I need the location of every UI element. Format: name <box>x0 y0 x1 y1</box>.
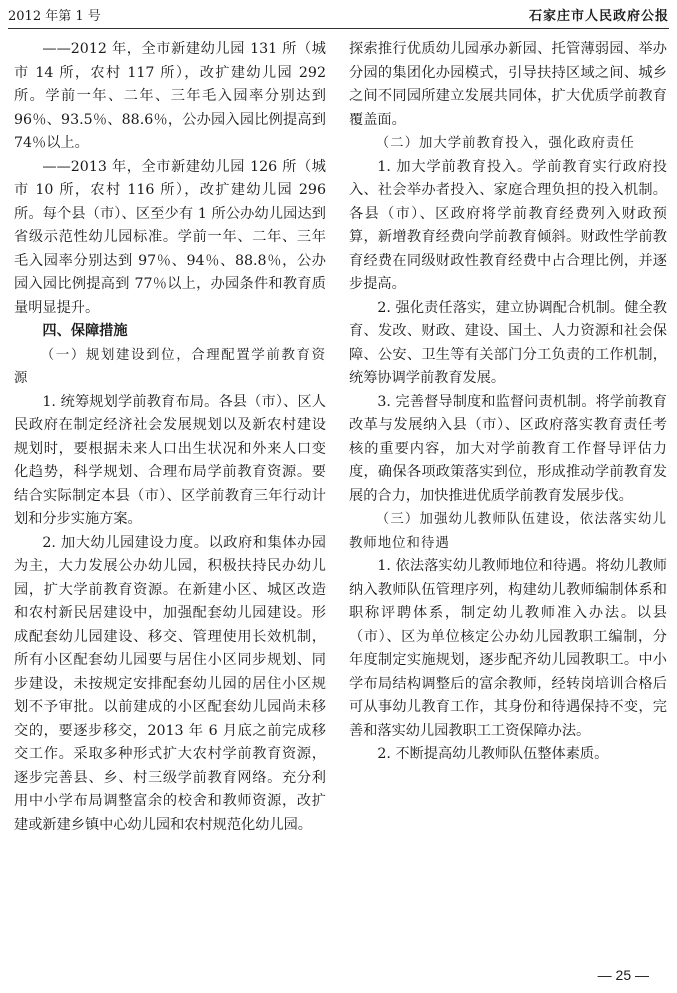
paragraph: ——2012 年，全市新建幼儿园 131 所（城市 14 所，农村 117 所），改扩建幼儿园 292 所。学前一年、二年、三年毛入园率分别达到 96％、93.5％、88.6％，公办园入园比例提高到 74％以上。 <box>14 41 326 151</box>
paragraph: 1. 统筹规划学前教育布局。各县（市）、区人民政府在制定经济社会发展规划以及新农村建设规划时，要根据未来人口出生状况和外来人口变化趋势，科学规划、合理布局学前教育资源。要结合实际制定本县（市）、区学前教育三年行动计划和分步实施方案。 <box>14 393 326 527</box>
publication-title: 石家庄市人民政府公报 <box>528 9 669 24</box>
page-header <box>8 6 669 29</box>
paragraph: 1. 加大学前教育投入。学前教育实行政府投入、社会举办者投入、家庭合理负担的投入机制。各县（市）、区政府将学前教育经费列入财政预算，新增教育经费向学前教育倾斜。财政性学前教育经费在同级财政性教育经费中占合理比例，并逐步提高。 <box>349 158 667 292</box>
paragraph: 2. 加大幼儿园建设力度。以政府和集体办园为主，大力发展公办幼儿园，积极扶持民办幼儿园，扩大学前教育资源。在新建小区、城区改造和农村新民居建设中，加强配套幼儿园建设。形成配套幼儿园建设、移交、管理使用长效机制，所有小区配套幼儿园要与居住小区同步规划、同步建设，未按规定安排配套幼儿园的居住小区规划不予审批。以前建成的小区配套幼儿园尚未移交的，要逐步移交，2013 年 6 月底之前完成移交工作。采取多种形式扩大农村学前教育资源，逐步完善县、乡、村三级学前教育网络。充分利用中小学布局调整富余的校舍和教师资源，改扩建或新建乡镇中心幼儿园和农村规范化幼儿园。 <box>14 534 326 833</box>
paragraph: ——2013 年，全市新建幼儿园 126 所（城市 10 所，农村 116 所），改扩建幼儿园 296 所。每个县（市）、区至少有 1 所公办幼儿园达到省级示范性幼儿园标准。学前一年、二年、三年毛入园率分别达到 97％、94％、88.8％，公办园入园比例提高到 77％以上，办园条件和教育质量明显提升。 <box>14 158 326 316</box>
subsection-heading: （二）加大学前教育投入，强化政府责任 <box>375 136 635 151</box>
paragraph: 2. 不断提高幼儿教师队伍整体素质。 <box>377 746 609 762</box>
right-column <box>349 38 667 767</box>
issue-label: 2012 年第 1 号 <box>8 9 101 24</box>
paragraph: 1. 依法落实幼儿教师地位和待遇。将幼儿教师纳入教师队伍管理序列，构建幼儿教师编制体系和职称评聘体系，制定幼儿教师准入办法。以县（市）、区为单位核定公办幼儿园教职工编制，分年度制定实施规划，逐步配齐幼儿园教职工。中小学布局结构调整后的富余教师，经转岗培训合格后可从事幼儿教育工作，其身份和待遇保持不变，完善和落实幼儿园教职工工资保障办法。 <box>349 558 667 739</box>
paragraph: 探索推行优质幼儿园承办新园、托管薄弱园、举办分园的集团化办园模式，引导扶持区域之间、城乡之间不同园所建立发展共同体，扩大优质学前教育覆盖面。 <box>349 41 667 128</box>
section-heading: 四、保障措施 <box>42 323 128 339</box>
paragraph: 2. 强化责任落实，建立协调配合机制。健全教育、发改、财政、建设、国土、人力资源和社会保障、公安、卫生等有关部门分工负责的工作机制，统筹协调学前教育发展。 <box>349 299 667 386</box>
paragraph: 3. 完善督导制度和监督问责机制。将学前教育改革与发展纳入县（市）、区政府落实教育责任考核的重要内容，加大对学前教育工作督导评估力度，确保各项政策落实到位，形成推动学前教育发展的合力，加快推进优质学前教育发展步伐。 <box>349 393 667 504</box>
subsection-heading: （三）加强幼儿教师队伍建设，依法落实幼儿教师地位和待遇 <box>349 512 667 551</box>
left-column <box>14 38 326 837</box>
page-number: — 25 — <box>597 967 649 983</box>
subsection-heading: （一）规划建设到位，合理配置学前教育资源 <box>14 347 326 386</box>
